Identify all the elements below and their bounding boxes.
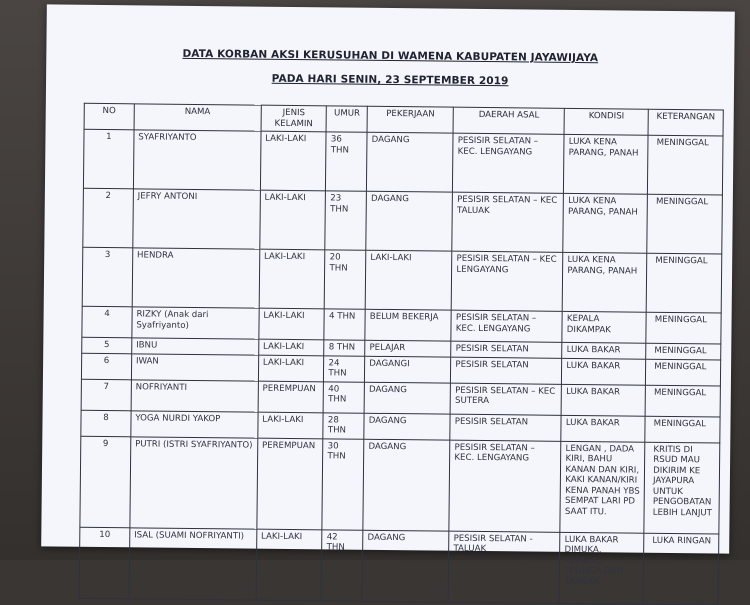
cell-umur: 24 THN bbox=[324, 355, 365, 381]
cell-no: 1 bbox=[83, 129, 133, 189]
cell-daerah-asal: PESISIR SELATAN – KEC LENGAYANG bbox=[451, 251, 563, 311]
cell-daerah-asal: PESISIR SELATAN bbox=[451, 341, 562, 358]
cell-kondisi: LUKA BAKAR bbox=[562, 358, 646, 385]
cell-kondisi: LUKA BAKAR bbox=[561, 415, 645, 442]
cell-pekerjaan: DAGANGI bbox=[365, 356, 451, 383]
cell-nama: IBNU bbox=[132, 338, 259, 355]
cell-daerah-asal: PESISIR SELATAN bbox=[450, 414, 561, 441]
cell-jenis-kelamin: PEREMPUAN bbox=[258, 381, 324, 413]
victim-table bbox=[79, 103, 724, 605]
cell-keterangan: MENINGGAL bbox=[646, 359, 721, 386]
cell-kondisi: LUKA KENA PARANG, PANAH bbox=[563, 193, 647, 253]
cell-kondisi: LUKA KENA PARANG, PANAH bbox=[563, 252, 647, 312]
cell-umur: 8 THN bbox=[324, 340, 365, 356]
cell-daerah-asal: PESISIR SELATAN – KEC SUTERA bbox=[450, 383, 561, 415]
cell-pekerjaan: DAGANG bbox=[364, 382, 450, 414]
cell-keterangan: MENINGGAL bbox=[648, 135, 723, 195]
cell-daerah-asal: PESISIR SELATAN – KEC. LENGAYANG bbox=[451, 310, 562, 342]
cell-umur: 4 THN bbox=[324, 309, 365, 340]
cell-keterangan: MENINGGAL bbox=[645, 416, 720, 443]
cell-kondisi: LUKA BAKAR DIMUKA, KEPALA, TELINGA DAN TANGAN bbox=[559, 532, 644, 604]
cell-daerah-asal: PESISIR SELATAN – KEC. LENGAYANG bbox=[449, 440, 561, 532]
cell-keterangan: LUKA RINGAN bbox=[643, 533, 719, 605]
header-kondisi: KONDISI bbox=[564, 108, 648, 135]
cell-keterangan: MENINGGAL bbox=[646, 312, 721, 344]
cell-keterangan: MENINGGAL bbox=[645, 385, 720, 417]
cell-no: 6 bbox=[81, 353, 131, 380]
cell-kondisi: KEPALA DIKAMPAK bbox=[562, 311, 646, 343]
table-row bbox=[79, 527, 719, 605]
cell-nama: HENDRA bbox=[132, 248, 260, 308]
cell-jenis-kelamin: LAKI-LAKI bbox=[258, 412, 324, 439]
cell-nama: ISAL (SUAMI NOFRIYANTI) bbox=[129, 527, 257, 599]
cell-umur: 42 THN bbox=[322, 529, 364, 600]
cell-jenis-kelamin: LAKI-LAKI bbox=[259, 308, 325, 340]
table-row bbox=[83, 129, 723, 195]
cell-pekerjaan: DAGANG bbox=[367, 132, 454, 192]
cell-jenis-kelamin: LAKI-LAKI bbox=[259, 249, 325, 309]
cell-nama: IWAN bbox=[131, 353, 258, 380]
cell-pekerjaan: DAGANG bbox=[363, 439, 450, 531]
cell-no: 10 bbox=[79, 527, 130, 599]
cell-nama: RIZKY (Anak dari Syafriyanto) bbox=[132, 307, 259, 339]
cell-nama: YOGA NURDI YAKOP bbox=[131, 410, 258, 437]
cell-kondisi: LUKA BAKAR bbox=[561, 384, 645, 416]
cell-jenis-kelamin: LAKI-LAKI bbox=[258, 355, 324, 382]
cell-umur: 36 THN bbox=[326, 132, 367, 191]
cell-jenis-kelamin: PEREMPUAN bbox=[257, 438, 324, 530]
cell-nama: SYAFRIYANTO bbox=[133, 130, 261, 190]
cell-no: 2 bbox=[83, 188, 133, 248]
table-row bbox=[83, 188, 723, 254]
cell-no: 8 bbox=[81, 410, 131, 437]
cell-no: 3 bbox=[82, 247, 132, 307]
cell-daerah-asal: PESISIR SELATAN bbox=[451, 357, 562, 384]
cell-pekerjaan: DAGANG bbox=[364, 413, 450, 440]
header-keterangan: KETERANGAN bbox=[648, 109, 723, 136]
cell-keterangan: MENINGGAL bbox=[646, 343, 721, 359]
cell-umur: 23 THN bbox=[325, 191, 366, 250]
cell-jenis-kelamin: LAKI-LAKI bbox=[260, 131, 326, 191]
cell-jenis-kelamin: LAKI-LAKI bbox=[260, 190, 326, 250]
table-row bbox=[82, 247, 722, 313]
cell-keterangan: MENINGGAL bbox=[647, 194, 722, 254]
table-row bbox=[80, 436, 720, 534]
cell-umur: 40 THN bbox=[324, 381, 365, 412]
cell-pekerjaan: DAGANG bbox=[362, 530, 449, 602]
cell-umur: 30 THN bbox=[322, 438, 364, 529]
cell-umur: 20 THN bbox=[325, 250, 366, 309]
cell-no: 7 bbox=[81, 379, 131, 411]
cell-no: 5 bbox=[82, 337, 132, 353]
header-nama: NAMA bbox=[134, 104, 261, 131]
cell-daerah-asal: PESISIR SELATAN – KEC. LENGAYANG bbox=[453, 133, 565, 193]
header-jenis-kelamin: JENIS KELAMIN bbox=[261, 105, 327, 132]
cell-keterangan: KRITIS DI RSUD MAU DIKIRIM KE JAYAPURA UNTUK PENGOBATAN LEBIH LANJUT bbox=[644, 442, 720, 534]
document-title: DATA KORBAN AKSI KERUSUHAN DI WAMENA KABUPATEN JAYAWIJAYA bbox=[182, 47, 599, 65]
cell-nama: PUTRI (ISTRI SYAFRIYANTO) bbox=[130, 436, 258, 528]
cell-kondisi: LENGAN , DADA KIRI, BAHU KANAN DAN KIRI, KAKI KANAN/KIRI KENA PANAH YBS SEMPAT LARI PD SAAT ITU. bbox=[560, 441, 645, 533]
cell-jenis-kelamin: LAKI-LAKI bbox=[256, 529, 322, 601]
header-pekerjaan: PEKERJAAN bbox=[367, 106, 453, 133]
cell-nama: JEFRY ANTONI bbox=[133, 189, 261, 249]
cell-no: 9 bbox=[80, 436, 131, 528]
header-no: NO bbox=[84, 103, 134, 130]
header-umur: UMUR bbox=[326, 106, 367, 132]
cell-umur: 28 THN bbox=[323, 412, 364, 438]
cell-daerah-asal: PESISIR SELATAN – KEC TALUAK bbox=[452, 192, 564, 252]
cell-kondisi: LUKA BAKAR bbox=[562, 342, 646, 358]
cell-daerah-asal: PESISIR SELATAN - TALUAK bbox=[448, 531, 560, 603]
cell-kondisi: LUKA KENA PARANG, PANAH bbox=[564, 134, 648, 194]
cell-pekerjaan: PELAJAR bbox=[365, 340, 451, 356]
document-sheet bbox=[41, 4, 735, 587]
cell-keterangan: MENINGGAL bbox=[646, 253, 721, 313]
document-subtitle: PADA HARI SENIN, 23 SEPTEMBER 2019 bbox=[271, 72, 509, 88]
cell-nama: NOFRIYANTI bbox=[131, 379, 258, 411]
cell-jenis-kelamin: LAKI-LAKI bbox=[258, 339, 324, 355]
cell-pekerjaan: DAGANG bbox=[366, 191, 453, 251]
header-daerah-asal: DAERAH ASAL bbox=[453, 107, 564, 134]
cell-pekerjaan: BELUM BEKERJA bbox=[365, 309, 451, 341]
cell-pekerjaan: LAKI-LAKI bbox=[365, 250, 452, 310]
cell-no: 4 bbox=[82, 306, 132, 338]
